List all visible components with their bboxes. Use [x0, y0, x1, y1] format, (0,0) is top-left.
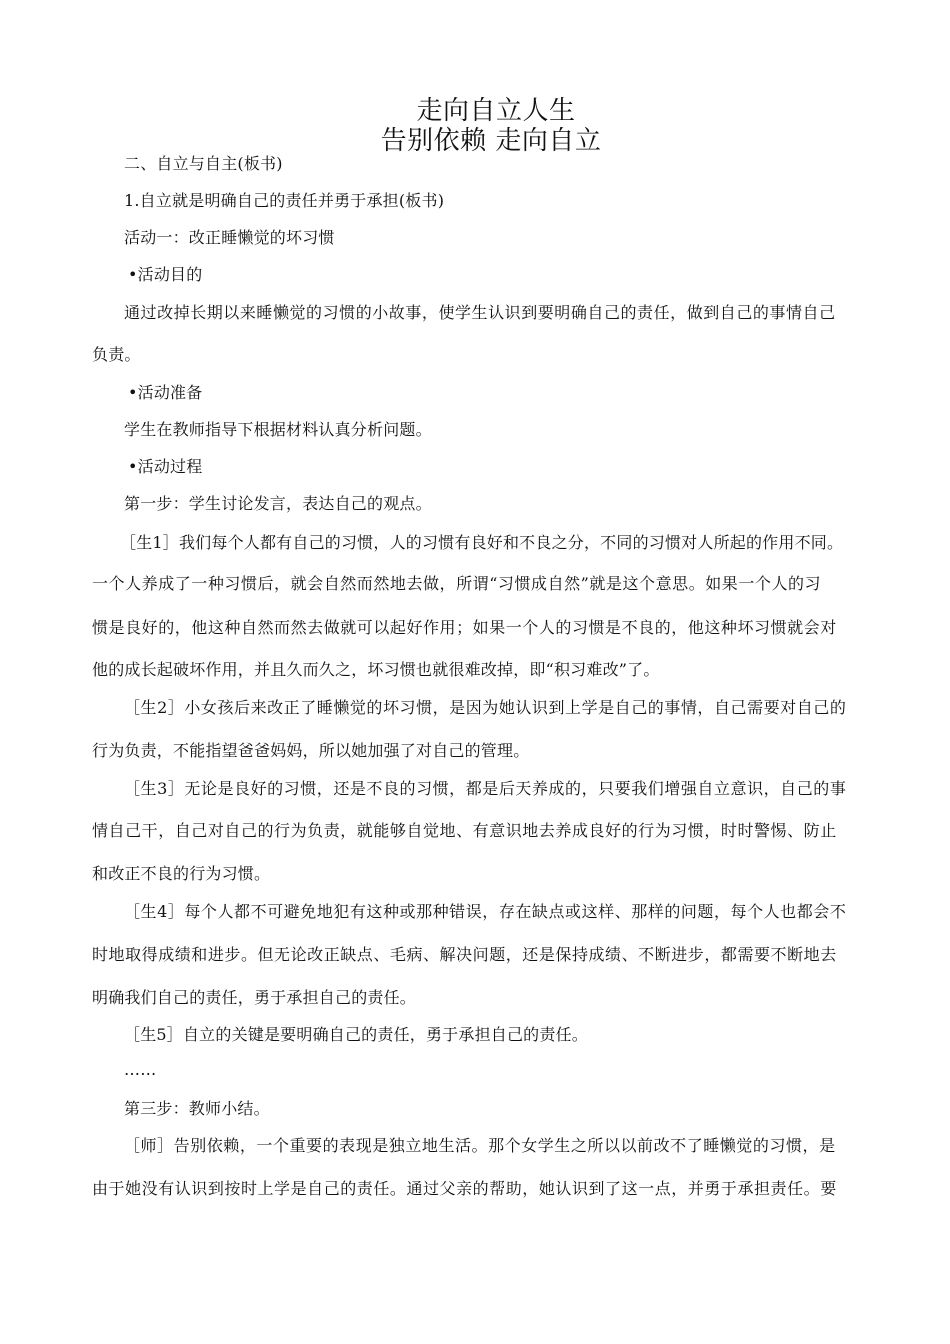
paragraph-line: 学生在教师指导下根据材料认真分析问题。: [124, 420, 432, 439]
paragraph-line: 一个人养成了一种习惯后，就会自然而然地去做，所谓“习惯成自然”就是这个意思。如果一个人的习: [92, 574, 822, 593]
document-title: 走向自立人生: [416, 96, 576, 126]
paragraph-line: 行为负责，不能指望爸爸妈妈，所以她加强了对自己的管理。: [92, 741, 530, 760]
paragraph-line: 和改正不良的行为习惯。: [92, 864, 271, 883]
ellipsis: ……: [124, 1060, 157, 1079]
paragraph-line: 明确我们自己的责任，勇于承担自己的责任。: [92, 988, 417, 1007]
activity-heading: 活动一：改正睡懒觉的坏习惯: [124, 228, 335, 247]
step-heading: 第一步：学生讨论发言，表达自己的观点。: [124, 494, 432, 513]
paragraph-line: ［生3］无论是良好的习惯，还是不良的习惯，都是后天养成的，只要我们增强自立意识，自己的事: [124, 779, 847, 798]
paragraph-line: ［生5］自立的关键是要明确自己的责任，勇于承担自己的责任。: [124, 1025, 588, 1044]
paragraph-line: 惯是良好的，他这种自然而然去做就可以起好作用；如果一个人的习惯是不良的，他这种坏习惯就会对: [92, 618, 837, 637]
paragraph-line: 他的成长起破坏作用，并且久而久之，坏习惯也就很难改掉，即“积习难改”了。: [92, 660, 660, 679]
bullet-process: •活动过程: [128, 457, 203, 476]
paragraph-line: 时地取得成绩和进步。但无论改正缺点、毛病、解决问题，还是保持成绩、不断进步，都需要不断地去: [92, 945, 837, 964]
paragraph-line: 情自己干，自己对自己的行为负责，就能够自觉地、有意识地去养成良好的行为习惯，时时警惕、防止: [92, 821, 837, 840]
paragraph-line: 由于她没有认识到按时上学是自己的责任。通过父亲的帮助，她认识到了这一点，并勇于承担责任。要: [92, 1179, 837, 1198]
paragraph-line: ［生4］每个人都不可避免地犯有这种或那种错误，存在缺点或这样、那样的问题，每个人也都会不: [124, 902, 847, 921]
bullet-preparation: •活动准备: [128, 383, 203, 402]
point-heading: 1.自立就是明确自己的责任并勇于承担(板书): [124, 191, 445, 210]
paragraph-line: ［生2］小女孩后来改正了睡懒觉的坏习惯，是因为她认识到上学是自己的事情，自己需要对自己的: [124, 698, 847, 717]
bullet-purpose: •活动目的: [128, 265, 203, 284]
paragraph-line: 通过改掉长期以来睡懒觉的习惯的小故事，使学生认识到要明确自己的责任，做到自己的事情自己: [124, 303, 836, 322]
paragraph-line: 负责。: [92, 345, 141, 364]
document-subtitle: 告别依赖 走向自立: [380, 126, 602, 156]
step-heading: 第三步：教师小结。: [124, 1099, 270, 1118]
section-heading: 二、自立与自主(板书): [124, 154, 283, 173]
paragraph-line: ［师］告别依赖，一个重要的表现是独立地生活。那个女学生之所以以前改不了睡懒觉的习惯，是: [124, 1136, 836, 1155]
paragraph-line: ［生1］我们每个人都有自己的习惯，人的习惯有良好和不良之分，不同的习惯对人所起的作用不同。: [120, 533, 844, 552]
